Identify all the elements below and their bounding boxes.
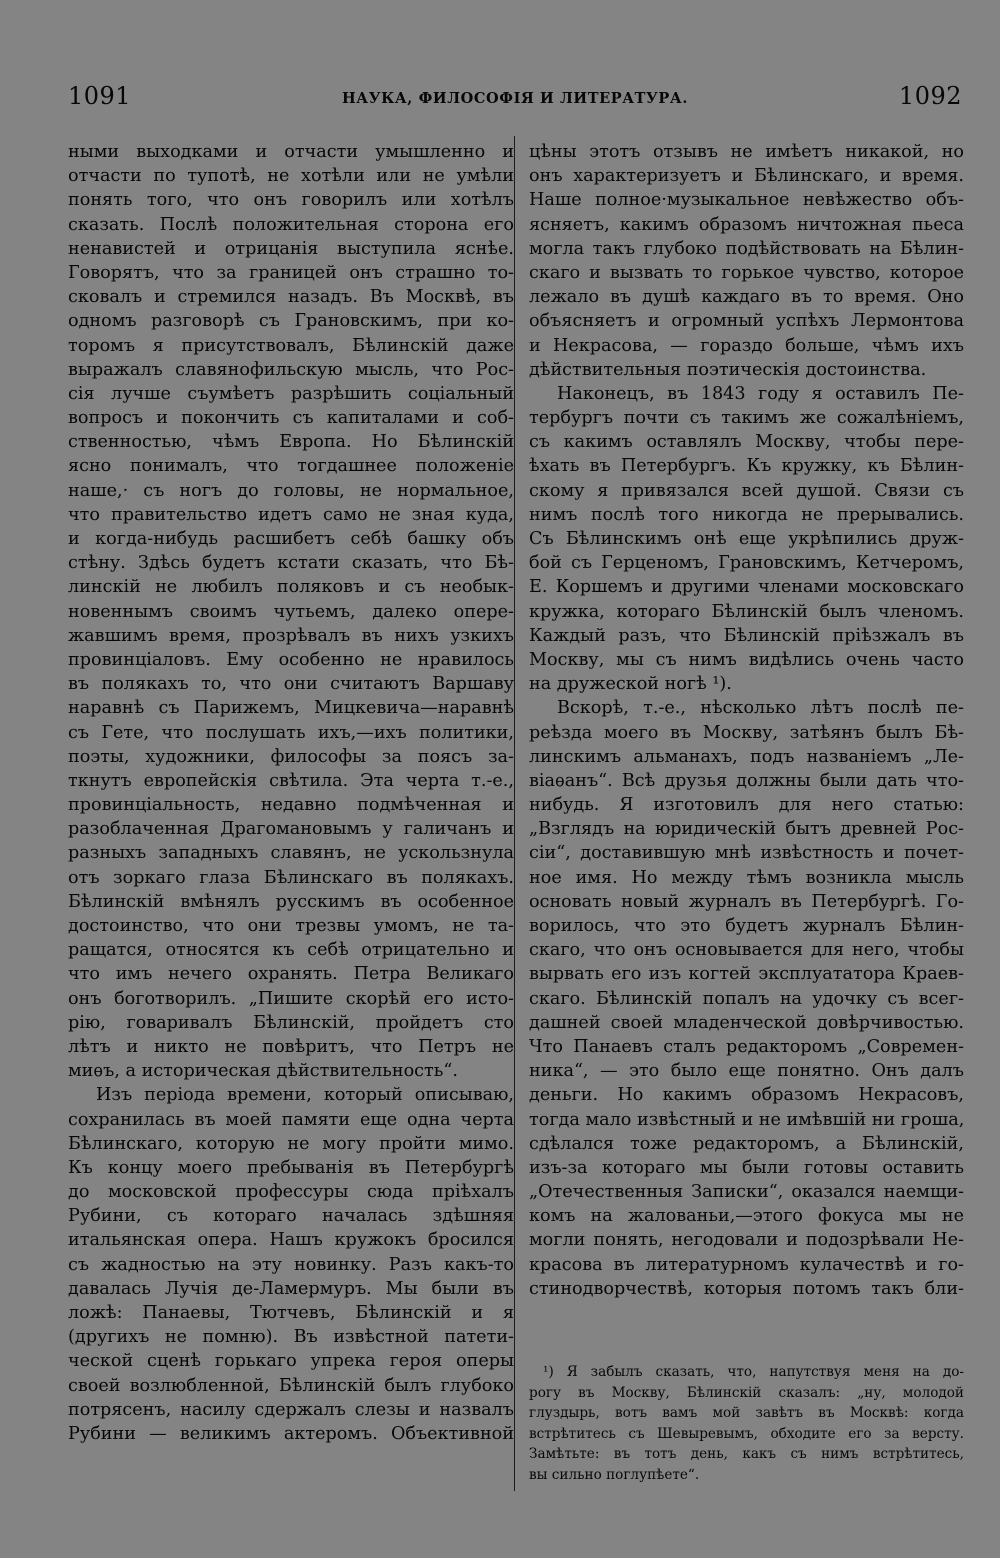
- running-title: НАУКА, ФИЛОСОФІЯ И ЛИТЕРАТУРА.: [342, 90, 688, 107]
- text-line: деньги. Но какимъ образомъ Некрасовъ,: [529, 1085, 964, 1106]
- text-line: онъ характеризуетъ и Бѣлинскаго, и время.: [529, 166, 964, 187]
- text-line: онъ боготворилъ. „Пишите скорѣй его исто-: [68, 988, 514, 1009]
- text-line: что имъ нечего охранять. Петра Великаго: [68, 964, 514, 985]
- text-line: отчасти по тупотѣ, не хотѣли или не умѣли: [68, 166, 514, 187]
- footnote-line: глуздырь, вотъ вамъ мой завѣтъ въ Москвѣ: когда: [529, 1405, 964, 1421]
- text-line: Съ Бѣлинскимъ онѣ еще укрѣпились друж-: [529, 529, 964, 549]
- text-line: Говорятъ, что за границей онъ страшно то-: [68, 262, 514, 283]
- text-line: давалась Лучія де-Ламермуръ. Мы были въ: [68, 1278, 514, 1299]
- text-line: нибудь. Я изготовилъ для него статью:: [529, 795, 964, 816]
- text-line: разныхъ западныхъ славянъ, не ускользнула: [68, 843, 514, 864]
- text-line: дашней своей младенческой довѣрчивостью.: [529, 1012, 964, 1033]
- text-line: стинодворчествѣ, которыя потомъ такъ бли-: [529, 1278, 964, 1299]
- text-line: лежало въ душѣ каждаго въ то время. Оно: [529, 287, 964, 308]
- text-line: ворилось, что это будетъ журналъ Бѣлин-: [529, 916, 964, 936]
- text-line: линскій не любилъ поляковъ и съ необык-: [68, 577, 514, 598]
- text-line: ника“, — это было еще понятно. Онъ далъ: [529, 1061, 964, 1082]
- text-line: (другихъ не помню). Въ извѣстной патети-: [68, 1327, 514, 1348]
- text-line: скому я привязался всей душой. Связи съ: [529, 480, 964, 501]
- text-line: могла такъ глубоко подѣйствовать на Бѣлин-: [529, 238, 964, 259]
- text-line: своей возлюбленной, Бѣлинскій былъ глубоко: [68, 1375, 514, 1396]
- text-line: ное имя. Но между тѣмъ возникла мысль: [529, 867, 964, 888]
- text-line: Вскорѣ, т.-е., нѣсколько лѣтъ послѣ пе-: [557, 698, 964, 719]
- footnote-line: рогу въ Москву, Бѣлинскій сказалъ: „ну, молодой: [529, 1384, 964, 1401]
- text-line: тербургъ почти съ такимъ же сожалѣніемъ,: [529, 408, 964, 429]
- text-line: съ какимъ оставлялъ Москву, чтобы пере-: [529, 432, 964, 453]
- text-line: ческой сценѣ горькаго упрека героя оперы: [68, 1351, 514, 1372]
- text-line: на дружеской ногѣ ¹).: [529, 674, 732, 695]
- text-line: сковалъ и стремился назадъ. Въ Москвѣ, въ: [68, 287, 514, 308]
- text-line: ложѣ: Панаевы, Тютчевъ, Бѣлинскій и я: [68, 1303, 514, 1323]
- text-line: ненавистей и отрицанія выступила яснѣе.: [68, 238, 514, 259]
- text-line: провинціаловъ. Ему особенно не нравилось: [68, 649, 514, 670]
- text-line: Что Панаевъ сталъ редакторомъ „Современ-: [529, 1036, 964, 1057]
- text-line: „Отечественныя Записки“, оказался наемщи-: [529, 1182, 964, 1203]
- text-line: ясняетъ, какимъ образомъ ничтожная пьеса: [529, 214, 964, 235]
- text-line: стѣну. Здѣсь будетъ кстати сказать, что Бѣ-: [68, 553, 514, 574]
- text-line: сіи“, доставившую мнѣ извѣстность и почет-: [529, 843, 964, 864]
- text-line: объясняетъ и огромный успѣхъ Лермонтова: [529, 311, 964, 332]
- text-line: „Взглядъ на юридическій бытъ древней Рос-: [529, 819, 964, 840]
- text-line: провинціальность, недавно подмѣченная и: [68, 795, 514, 816]
- text-line: и Некрасова, — гораздо больше, чѣмъ ихъ: [529, 335, 964, 356]
- text-line: Бѣлинскаго, которую не могу пройти мимо.: [68, 1133, 514, 1154]
- text-line: сказать. Послѣ положительная сторона его: [68, 214, 514, 235]
- text-line: ными выходками и отчасти умышленно и: [68, 142, 514, 162]
- text-line: вопросъ и покончить съ капиталами и соб-: [68, 408, 514, 429]
- text-line: сія лучше съумѣетъ разрѣшить соціальный: [68, 383, 514, 404]
- text-line: разоблаченная Драгомановымъ у галичанъ и: [68, 819, 514, 840]
- text-line: что правительство идетъ само не зная куда,: [68, 504, 514, 525]
- text-line: Е. Коршемъ и другими членами московскаго: [529, 577, 964, 598]
- footnote-line: Замѣтьте: въ тотъ день, какъ съ нимъ встрѣтитесь,: [529, 1446, 964, 1462]
- text-line: до московской профессуры сюда пріѣхалъ: [68, 1182, 514, 1203]
- text-line: Рубини — великимъ актеромъ. Объективной: [68, 1423, 514, 1444]
- text-line: миѳъ, а историческая дѣйствительность“.: [68, 1061, 458, 1082]
- text-line: нимъ послѣ того никогда не прерывались.: [529, 504, 964, 525]
- text-line: рію, говаривалъ Бѣлинскій, пройдетъ сто: [68, 1012, 514, 1033]
- text-line: жавшимъ время, прозрѣвалъ въ нихъ узкихъ: [68, 625, 514, 646]
- text-line: Бѣлинскій вмѣнялъ русскимъ въ особенное: [68, 891, 514, 912]
- text-line: торомъ я присутствовалъ, Бѣлинскій даже: [68, 335, 514, 356]
- text-line: Къ концу моего пребыванія въ Петербургѣ: [68, 1157, 514, 1178]
- text-line: могли понять, негодовали и подозрѣвали Не-: [529, 1230, 964, 1251]
- text-line: цѣны этотъ отзывъ не имѣетъ никакой, но: [529, 142, 964, 162]
- text-line: достоинство, что они трезвы умомъ, не та-: [68, 916, 514, 936]
- text-line: ясно понималъ, что тогдашнее положеніе: [68, 456, 514, 477]
- text-line: Каждый разъ, что Бѣлинскій пріѣзжалъ въ: [529, 625, 964, 646]
- text-line: изъ-за котораго мы были готовы оставить: [529, 1157, 964, 1178]
- text-line: наравнѣ съ Парижемъ, Мицкевича—наравнѣ: [68, 698, 514, 719]
- text-line: поэты, художники, философы за поясъ за-: [68, 746, 514, 767]
- text-line: отъ зоркаго глаза Бѣлинскаго въ полякахъ.: [68, 867, 514, 888]
- text-line: новеннымъ своимъ чутьемъ, далеко опере-: [68, 601, 514, 622]
- text-line: Наконецъ, въ 1843 году я оставилъ Пе-: [557, 383, 964, 404]
- text-line: віаѳанъ“. Всѣ друзья должны были дать что-: [529, 770, 964, 791]
- text-line: комъ на жалованьи,—этого фокуса мы не: [529, 1206, 964, 1227]
- page-number-right: 1092: [898, 82, 962, 110]
- footnote-line: ¹) Я забылъ сказать, что, напутствуя меня на до-: [543, 1364, 964, 1380]
- text-line: дѣйствительныя поэтическія достоинства.: [529, 359, 927, 380]
- right-text-column: [529, 140, 964, 1301]
- text-line: скаго, что онъ основывается для него, чтобы: [529, 940, 964, 961]
- text-line: кружка, котораго Бѣлинскій былъ членомъ.: [529, 601, 964, 622]
- column-divider: [514, 136, 515, 1491]
- page-number-left: 1091: [68, 82, 132, 110]
- text-line: и когда-нибудь расшибетъ себѣ башку объ: [68, 529, 514, 549]
- text-line: скаго и вызвать то горькое чувство, которое: [529, 262, 964, 283]
- footnote: [529, 1362, 964, 1485]
- text-line: понять того, что онъ говорилъ или хотѣлъ: [68, 190, 514, 211]
- text-line: реѣзда моего въ Москву, затѣянъ былъ Бѣ-: [529, 722, 964, 743]
- text-line: лѣтъ и никто не повѣритъ, что Петръ не: [68, 1036, 514, 1057]
- text-line: сдѣлался тоже редакторомъ, а Бѣлинскій,: [529, 1133, 964, 1154]
- text-line: Москву, мы съ нимъ видѣлись очень часто: [529, 649, 964, 670]
- text-line: ткнутъ европейскія свѣтила. Эта черта т.-е.,: [68, 770, 514, 791]
- left-text-column: [68, 140, 514, 1446]
- text-line: Наше полное·музыкальное невѣжество объ-: [529, 190, 964, 211]
- text-line: Изъ періода времени, который описываю,: [96, 1085, 514, 1106]
- text-line: бой съ Герценомъ, Грановскимъ, Кетчеромъ,: [529, 553, 964, 574]
- text-line: одномъ разговорѣ съ Грановскимъ, при ко-: [68, 311, 514, 332]
- text-line: линскимъ альманахъ, подъ названіемъ „Ле-: [529, 746, 964, 767]
- footnote-line: встрѣтитесь съ Шевыревымъ, обходите его за версту.: [529, 1425, 964, 1442]
- text-line: Рубини, съ котораго началась здѣшняя: [68, 1206, 514, 1227]
- text-line: скаго. Бѣлинскій попалъ на удочку съ всег-: [529, 988, 964, 1009]
- text-line: красова въ литературномъ кулачествѣ и го-: [529, 1254, 964, 1275]
- text-line: вырвать его изъ когтей эксплуататора Краев-: [529, 964, 964, 985]
- text-line: ращатся, относятся къ себѣ отрицательно и: [68, 940, 514, 961]
- text-line: ѣхать въ Петербургъ. Къ кружку, къ Бѣлин-: [529, 456, 964, 477]
- page-header: [68, 82, 962, 112]
- text-line: ственностью, чѣмъ Европа. Но Бѣлинскій: [68, 432, 514, 453]
- text-line: съ жадностью на эту новинку. Разъ какъ-то: [68, 1254, 514, 1275]
- text-line: въ полякахъ то, что они считаютъ Варшаву: [68, 674, 514, 695]
- text-line: съ Гете, что послушать ихъ,—ихъ политики,: [68, 722, 514, 743]
- text-line: наше,· съ ногъ до головы, не нормальное,: [68, 480, 514, 501]
- text-line: основать новый журналъ въ Петербургѣ. Го-: [529, 891, 964, 912]
- text-line: выражалъ славянофильскую мысль, что Рос-: [68, 359, 514, 380]
- footnote-line: вы сильно поглупѣете“.: [529, 1466, 700, 1483]
- text-line: тогда мало извѣстный и не имѣвшій ни гроша,: [529, 1109, 964, 1130]
- text-line: итальянская опера. Нашъ кружокъ бросился: [68, 1230, 514, 1251]
- text-line: потрясенъ, насилу сдержалъ слезы и назвалъ: [68, 1399, 514, 1420]
- text-line: сохранилась въ моей памяти еще одна черта: [68, 1109, 514, 1130]
